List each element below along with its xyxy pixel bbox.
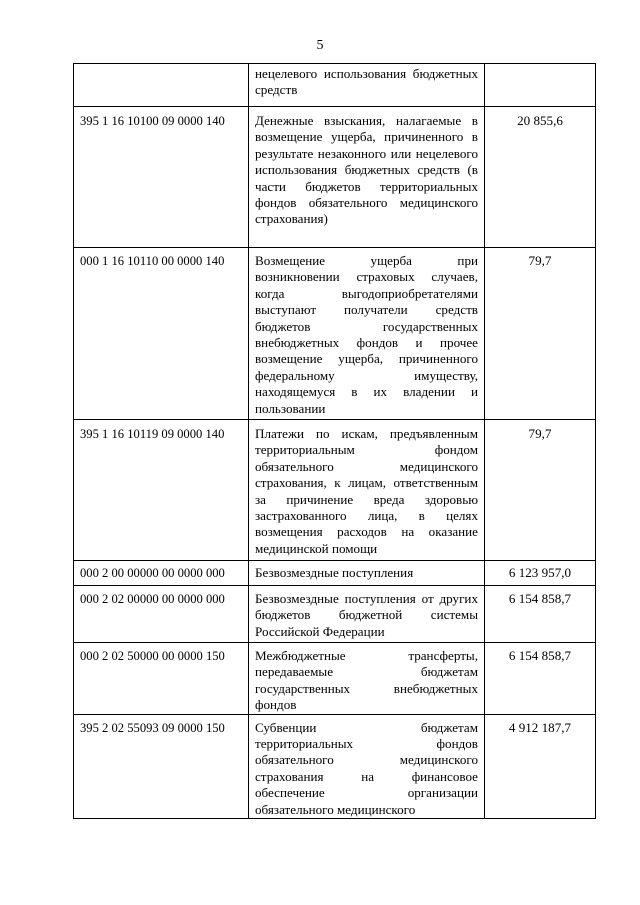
income-name-cell: Безвозмездные поступления bbox=[249, 561, 485, 586]
table-row bbox=[74, 248, 596, 420]
amount-cell: 20 855,6 bbox=[485, 107, 596, 248]
income-name-cell: нецелевого использования бюджетных средств bbox=[249, 64, 485, 107]
amount-cell: 6 123 957,0 bbox=[485, 561, 596, 586]
table-row bbox=[74, 420, 596, 561]
income-name-cell: Субвенции бюджетам территориальных фондов обязательного медицинского страхования на финансовое обеспечение организации обязательного медицинского bbox=[249, 714, 485, 818]
amount-cell: 79,7 bbox=[485, 420, 596, 561]
amount-cell: 6 154 858,7 bbox=[485, 586, 596, 643]
table-row bbox=[74, 107, 596, 248]
income-name-cell: Платежи по искам, предъявленным территориальным фондом обязательного медицинского страхования, к лицам, ответственным за причинение вреда здоровью застрахованного лица, в целях возмещения расходов на оказание медицинской помощи bbox=[249, 420, 485, 561]
table-row bbox=[74, 643, 596, 715]
budget-code-cell: 000 1 16 10110 00 0000 140 bbox=[74, 248, 249, 420]
budget-code-cell: 000 2 00 00000 00 0000 000 bbox=[74, 561, 249, 586]
amount-cell bbox=[485, 64, 596, 107]
amount-cell: 6 154 858,7 bbox=[485, 643, 596, 715]
page-number: 5 bbox=[316, 38, 324, 53]
budget-code-cell: 395 1 16 10119 09 0000 140 bbox=[74, 420, 249, 561]
budget-code-cell: 395 1 16 10100 09 0000 140 bbox=[74, 107, 249, 248]
table-row bbox=[74, 64, 596, 107]
table-row bbox=[74, 561, 596, 586]
budget-code-cell: 000 2 02 00000 00 0000 000 bbox=[74, 586, 249, 643]
budget-code-cell: 395 2 02 55093 09 0000 150 bbox=[74, 714, 249, 818]
income-name-cell: Денежные взыскания, налагаемые в возмещение ущерба, причиненного в результате незаконного или нецелевого использования бюджетных средств (в части бюджетов территориальных фондов обязательного медицинского страхования) bbox=[249, 107, 485, 248]
table-row bbox=[74, 586, 596, 643]
budget-table bbox=[73, 63, 596, 819]
income-name-cell: Возмещение ущерба при возникновении страховых случаев, когда выгодоприобретателями выступают получатели средств бюджетов государственных внебюджетных фондов и прочее возмещение ущерба, причиненного федеральному имуществу, находящемуся в их владении и пользовании bbox=[249, 248, 485, 420]
income-name-cell: Межбюджетные трансферты, передаваемые бюджетам государственных внебюджетных фондов bbox=[249, 643, 485, 715]
income-name-cell: Безвозмездные поступления от других бюджетов бюджетной системы Российской Федерации bbox=[249, 586, 485, 643]
budget-code-cell: 000 2 02 50000 00 0000 150 bbox=[74, 643, 249, 715]
amount-cell: 79,7 bbox=[485, 248, 596, 420]
amount-cell: 4 912 187,7 bbox=[485, 714, 596, 818]
budget-code-cell bbox=[74, 64, 249, 107]
table-row bbox=[74, 714, 596, 818]
